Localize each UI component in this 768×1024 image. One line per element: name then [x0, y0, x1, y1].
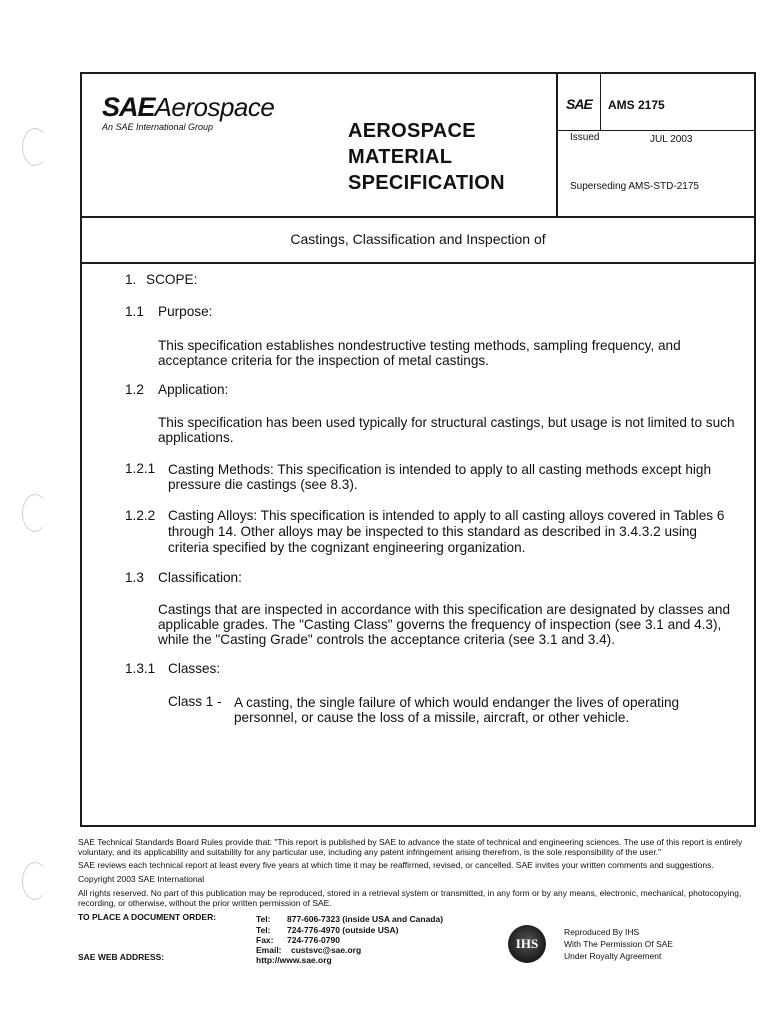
- footer-rules-line: SAE Technical Standards Board Rules provide that: "This report is published by SAE to advance the state of technical and engineering sciences. The use of this report is entirely: [78, 837, 743, 847]
- section-number: 1.2.2: [125, 508, 156, 523]
- document-type: [348, 118, 505, 196]
- section-number: 1.3: [125, 570, 144, 585]
- logo-aerospace-text: Aerospace: [154, 92, 275, 122]
- ihs-note-line: Reproduced By IHS: [564, 927, 640, 937]
- section-number: 1.2.1: [125, 461, 156, 476]
- document-id-box: [556, 74, 756, 216]
- paragraph-line: Castings that are inspected in accordance with this specification are designated by classes and: [158, 602, 731, 617]
- section-number: 1.2: [125, 382, 144, 397]
- order-label: TO PLACE A DOCUMENT ORDER:: [78, 912, 217, 922]
- web-address-link[interactable]: http://www.sae.org: [256, 955, 332, 965]
- doc-type-line: SPECIFICATION: [348, 172, 505, 194]
- footer-rights-line: All rights reserved. No part of this publication may be reproduced, stored in a retrieval system or transmitted, in any form or by any means, electronic, mechanical, photocopying,: [78, 888, 742, 898]
- paragraph-line: personnel, or cause the loss of a missile, aircraft, or other vehicle.: [234, 710, 630, 725]
- footer-rules-line: voluntary, and its applicability and suitability for any particular use, including any patent infringement arising therefrom, is the sole responsibility of the user.": [78, 847, 662, 857]
- paragraph-line: applicable grades. The "Casting Class" governs the frequency of inspection (see 3.1 and 4.3),: [158, 617, 722, 632]
- footer-review-note: SAE reviews each technical report at least every five years at which time it may be reaffirmed, revised, or cancelled. SAE invites your written comments and suggestions.: [78, 860, 714, 870]
- punch-hole: [22, 128, 48, 166]
- doc-type-line: MATERIAL: [348, 146, 453, 168]
- section-number: 1.3.1: [125, 661, 156, 676]
- paragraph-line: A casting, the single failure of which would endanger the lives of operating: [234, 695, 680, 710]
- paragraph-line: criteria specified by the cognizant engineering organization.: [168, 540, 526, 555]
- contact-label: Fax:: [256, 935, 274, 945]
- paragraph-line: acceptance criteria for the inspection of metal castings.: [158, 353, 489, 368]
- email-link[interactable]: custsvc@sae.org: [291, 945, 362, 955]
- ihs-note-line: Under Royalty Agreement: [564, 951, 662, 961]
- section-number: 1.: [125, 272, 137, 287]
- web-address-label: SAE WEB ADDRESS:: [78, 952, 165, 962]
- issued-date: JUL 2003: [650, 134, 693, 145]
- contact-label: Tel:: [256, 925, 271, 935]
- superseding-note: Superseding AMS-STD-2175: [570, 181, 699, 192]
- paragraph-line: Casting Methods: This specification is intended to apply to all casting methods except high: [168, 462, 712, 477]
- class-label: Class 1 -: [168, 694, 222, 709]
- logo-subtitle: An SAE International Group: [102, 122, 214, 132]
- sae-aerospace-logo: [102, 92, 274, 132]
- header-block: [82, 74, 754, 218]
- title-bar: [82, 216, 754, 264]
- divider: [600, 74, 601, 130]
- doc-code: AMS 2175: [608, 98, 665, 112]
- section-heading: Classes:: [168, 661, 221, 676]
- punch-hole: [22, 862, 48, 900]
- paragraph-line: pressure die castings (see 8.3).: [168, 477, 358, 492]
- paragraph-line: applications.: [158, 430, 234, 445]
- phone-number: 877-606-7323 (inside USA and Canada): [287, 914, 444, 924]
- ihs-logo: IHS: [508, 925, 546, 963]
- paragraph-line: through 14. Other alloys may be inspected to this standard as described in 3.4.3.2 using: [168, 524, 697, 539]
- phone-number: 724-776-4970 (outside USA): [287, 925, 399, 935]
- paragraph-line: Casting Alloys: This specification is intended to apply to all casting alloys covered in Tables 6: [168, 508, 725, 523]
- footer-rights-line: recording, or otherwise, without the prior written permission of SAE.: [78, 898, 332, 908]
- document-title: Castings, Classification and Inspection of: [290, 231, 546, 247]
- contact-label: Email:: [256, 945, 282, 955]
- section-heading: Purpose:: [158, 304, 213, 319]
- ihs-note-line: With The Permission Of SAE: [564, 939, 673, 949]
- logo-sae-text: SAE: [102, 92, 155, 122]
- section-number: 1.1: [125, 304, 144, 319]
- paragraph-line: This specification has been used typically for structural castings, but usage is not limited to such: [158, 415, 735, 430]
- sae-small-logo: SAE: [566, 96, 592, 112]
- issued-label: Issued: [570, 132, 600, 143]
- doc-type-line: AEROSPACE: [348, 120, 476, 142]
- paragraph-line: while the "Casting Grade" controls the acceptance criteria (see 3.1 and 3.4).: [158, 632, 615, 647]
- fax-number: 724-776-0790: [287, 935, 340, 945]
- copyright: Copyright 2003 SAE International: [78, 874, 205, 884]
- paragraph-line: This specification establishes nondestructive testing methods, sampling frequency, and: [158, 338, 681, 353]
- punch-hole: [22, 494, 48, 532]
- section-heading: Classification:: [158, 570, 242, 585]
- contact-label: Tel:: [256, 914, 271, 924]
- section-heading: SCOPE:: [146, 272, 198, 287]
- doc-code-row: [558, 74, 756, 131]
- section-heading: Application:: [158, 382, 229, 397]
